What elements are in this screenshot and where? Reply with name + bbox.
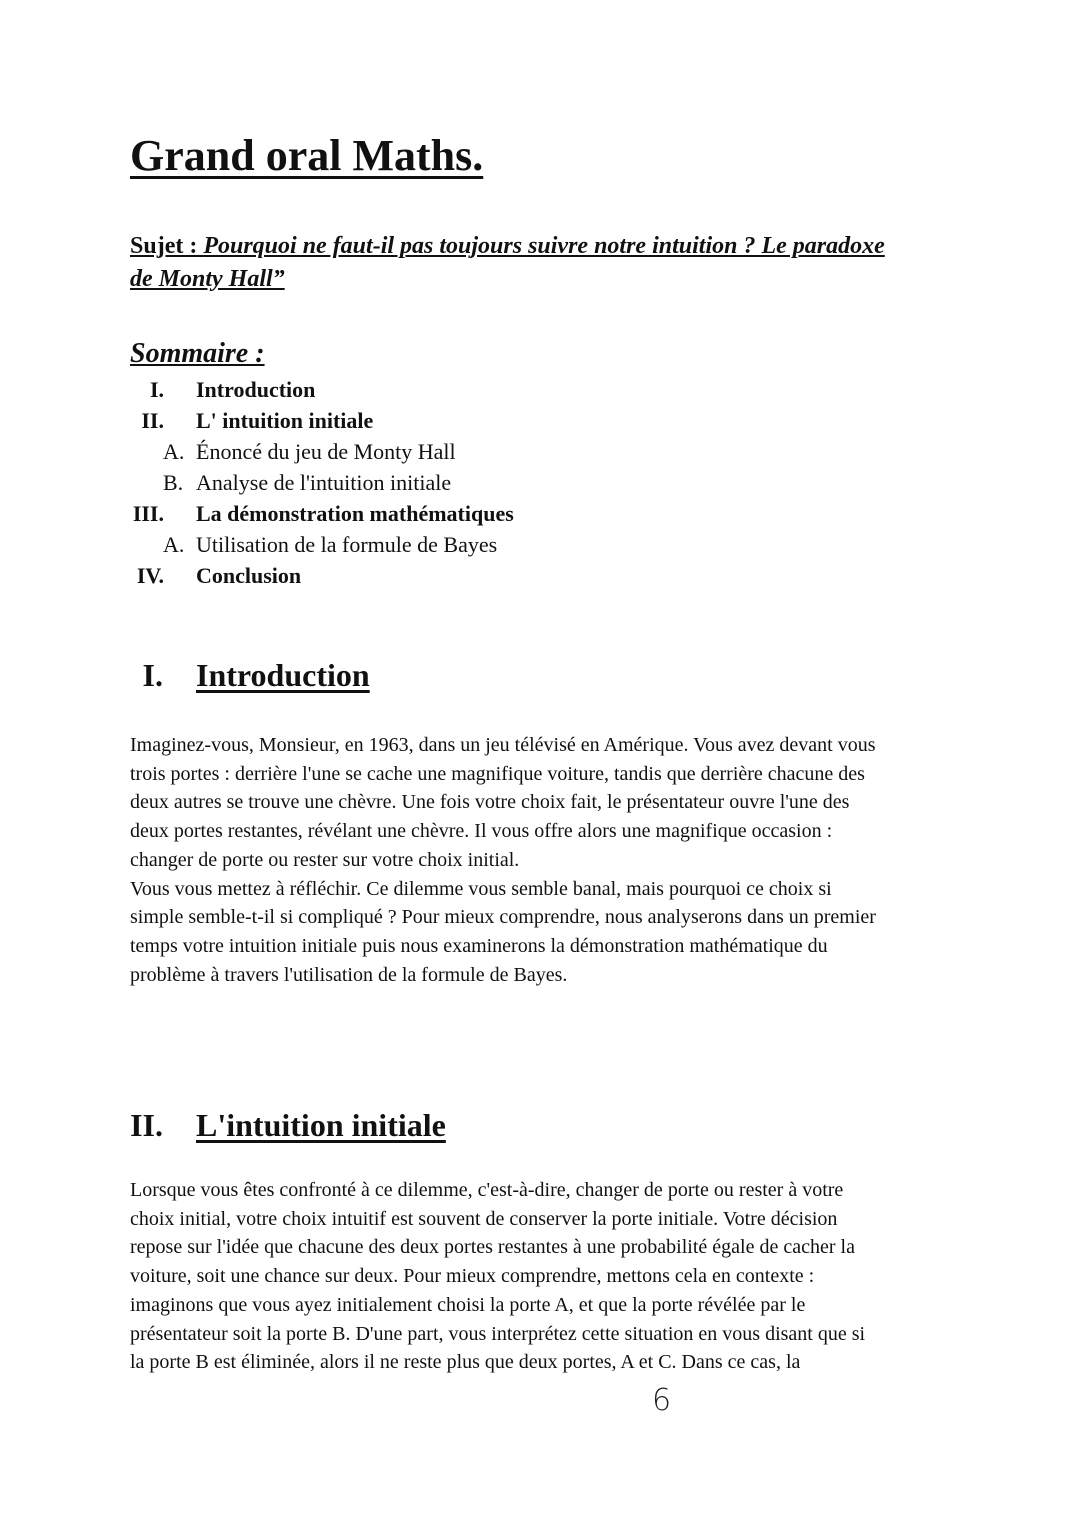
- toc-text: L' intuition initiale: [196, 408, 374, 433]
- subject-text-line1: Pourquoi ne faut-il pas toujours suivre notre intuition ? Le paradoxe: [203, 233, 885, 259]
- text-line: deux autres se trouve une chèvre. Une fois votre choix fait, le présentateur ouvre l'une des: [130, 791, 850, 814]
- toc-subitem: [100, 467, 700, 498]
- text-line: présentateur soit la porte B. D'une part, vous interprétez cette situation en vous disant que si: [130, 1322, 866, 1345]
- toc-number: III.: [132, 501, 164, 526]
- text-line: simple semble-t-il si compliqué ? Pour mieux comprendre, nous analyserons dans un premier: [130, 906, 876, 929]
- text-line: changer de porte ou rester sur votre choix initial.: [130, 848, 520, 871]
- text-line: trois portes : derrière l'une se cache une magnifique voiture, tandis que derrière chacune des: [130, 762, 865, 785]
- toc-item: [100, 560, 700, 591]
- toc-text: Conclusion: [196, 563, 302, 588]
- text-line: Imaginez-vous, Monsieur, en 1963, dans un jeu télévisé en Amérique. Vous avez devant vous: [130, 734, 876, 756]
- toc-subitem: [100, 436, 700, 467]
- toc-item: [100, 498, 700, 529]
- toc-text: Énoncé du jeu de Monty Hall: [196, 439, 456, 464]
- toc-item: [100, 374, 700, 405]
- section-number: I.: [142, 657, 163, 693]
- page-number: 6: [652, 1383, 672, 1418]
- text-line: voiture, soit une chance sur deux. Pour mieux comprendre, mettons cela en contexte :: [130, 1265, 815, 1288]
- toc-number: B.: [163, 470, 184, 495]
- introduction-paragraph: [130, 731, 876, 989]
- toc-number: II.: [141, 408, 164, 433]
- table-of-contents: [100, 374, 700, 591]
- text-line: imaginons que vous ayez initialement choisi la porte A, et que la porte révélée par le: [130, 1293, 806, 1316]
- text-line: repose sur l'idée que chacune des deux portes restantes à une probabilité égale de cacher la: [130, 1236, 855, 1259]
- text-line: Vous vous mettez à réfléchir. Ce dilemme vous semble banal, mais pourquoi ce choix si: [130, 877, 832, 900]
- text-line: la porte B est éliminée, alors il ne reste plus que deux portes, A et C. Dans ce cas, la: [130, 1351, 801, 1374]
- section-title: Introduction: [196, 657, 370, 693]
- toc-item: [100, 405, 700, 436]
- text-line: choix initial, votre choix intuitif est souvent de conserver la porte initiale. Votre décision: [130, 1207, 838, 1230]
- document-title: Grand oral Maths.: [130, 131, 484, 180]
- toc-text: Utilisation de la formule de Bayes: [196, 532, 498, 557]
- subject-label: Sujet :: [130, 233, 204, 259]
- toc-text: Analyse de l'intuition initiale: [196, 470, 452, 495]
- text-line: problème à travers l'utilisation de la formule de Bayes.: [130, 963, 568, 986]
- toc-number: I.: [149, 377, 164, 402]
- toc-text: La démonstration mathématiques: [196, 501, 514, 526]
- section-number: II.: [130, 1107, 163, 1143]
- text-line: Lorsque vous êtes confronté à ce dilemme, c'est-à-dire, changer de porte ou rester à votre: [130, 1179, 844, 1201]
- text-line: temps votre intuition initiale puis nous examinerons la démonstration mathématique du: [130, 934, 828, 957]
- section-title: L'intuition initiale: [196, 1107, 446, 1143]
- subject: [130, 230, 950, 296]
- subject-text-line2: de Monty Hall”: [130, 266, 285, 292]
- text-line: deux portes restantes, révélant une chèvre. Il vous offre alors une magnifique occasion :: [130, 820, 833, 843]
- toc-text: Introduction: [196, 377, 316, 402]
- toc-number: IV.: [136, 563, 164, 588]
- toc-number: A.: [163, 439, 185, 464]
- intuition-paragraph: [130, 1176, 865, 1377]
- toc-number: A.: [163, 532, 185, 557]
- summary-heading: Sommaire :: [130, 338, 265, 369]
- toc-subitem: [100, 529, 700, 560]
